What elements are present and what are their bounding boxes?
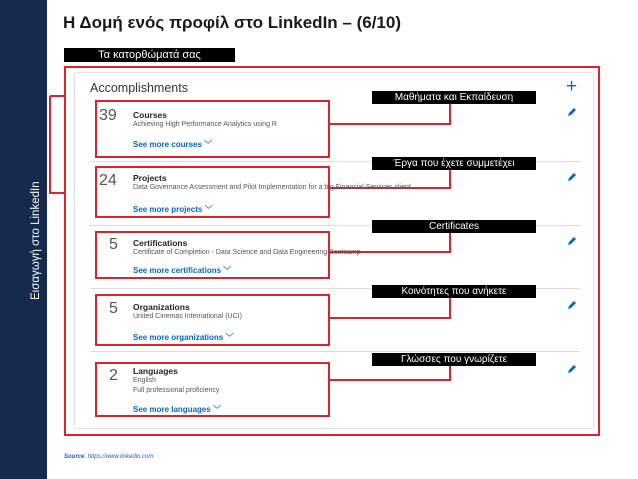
languages-title: Languages bbox=[133, 366, 178, 376]
chevron-down-icon: ﹀ bbox=[225, 333, 234, 342]
callout-languages: Γλώσσες που γνωρίζετε bbox=[372, 353, 536, 366]
organizations-detail: United Cinemas International (UCI) bbox=[133, 313, 242, 320]
see-more-courses-label: See more courses bbox=[133, 140, 202, 149]
callout-certificates: Certificates bbox=[372, 220, 536, 233]
pencil-icon[interactable] bbox=[567, 172, 577, 182]
languages-count: 2 bbox=[109, 367, 118, 384]
source-link[interactable]: https://www.linkedin.com bbox=[87, 454, 154, 460]
see-more-languages-link[interactable] bbox=[133, 404, 221, 415]
callout-courses: Μαθήματα και Εκπαίδευση bbox=[372, 91, 536, 104]
accomplishments-heading: Accomplishments bbox=[90, 81, 188, 95]
see-more-languages-label: See more languages bbox=[133, 405, 211, 414]
chevron-down-icon: ﹀ bbox=[204, 205, 213, 214]
sidebar-vertical-title: Εισαγωγή στο LinkedIn bbox=[30, 181, 42, 300]
source-note: Source: https://www.linkedin.com bbox=[64, 454, 154, 460]
callout-projects: Έργα που έχετε συμμετέχει bbox=[372, 157, 536, 170]
certifications-title: Certifications bbox=[133, 238, 188, 248]
projects-detail: Data Governance Assessment and Pilot Implementation for a big Financial Services client bbox=[133, 184, 411, 191]
callout-organizations: Κοινότητες που ανήκετε bbox=[372, 285, 536, 298]
languages-proficiency: Full professional proficiency bbox=[133, 387, 220, 394]
chevron-down-icon: ﹀ bbox=[223, 266, 232, 275]
courses-count: 39 bbox=[99, 107, 117, 124]
slide-title: Η Δομή ενός προφίλ στο LinkedIn – (6/10) bbox=[63, 13, 401, 32]
languages-detail: English bbox=[133, 377, 156, 384]
pencil-icon[interactable] bbox=[567, 107, 577, 117]
see-more-certifications-label: See more certifications bbox=[133, 266, 222, 275]
pencil-icon[interactable] bbox=[567, 236, 577, 246]
plus-icon[interactable]: + bbox=[566, 76, 578, 97]
certifications-detail: Certificate of Completion - Data Science and Data Engineering Bootcamp bbox=[133, 249, 361, 256]
chevron-down-icon: ﹀ bbox=[204, 140, 213, 149]
see-more-courses-link[interactable] bbox=[133, 139, 212, 150]
see-more-certifications-link[interactable] bbox=[133, 265, 231, 276]
top-banner: Τα κατορθώματά σας bbox=[64, 48, 235, 62]
certifications-count: 5 bbox=[109, 236, 118, 253]
source-label: Source bbox=[64, 454, 85, 460]
pencil-icon[interactable] bbox=[567, 300, 577, 310]
pencil-icon[interactable] bbox=[567, 364, 577, 374]
courses-highlight bbox=[95, 100, 330, 158]
see-more-organizations-link[interactable] bbox=[133, 332, 233, 343]
organizations-title: Organizations bbox=[133, 302, 190, 312]
chevron-down-icon: ﹀ bbox=[213, 405, 222, 414]
courses-detail: Achieving High Performance Analytics using R bbox=[133, 121, 277, 128]
see-more-projects-link[interactable] bbox=[133, 204, 213, 215]
projects-title: Projects bbox=[133, 173, 167, 183]
organizations-count: 5 bbox=[109, 300, 118, 317]
courses-title: Courses bbox=[133, 110, 168, 120]
section-divider bbox=[90, 351, 580, 352]
see-more-projects-label: See more projects bbox=[133, 205, 203, 214]
see-more-organizations-label: See more organizations bbox=[133, 333, 224, 342]
projects-count: 24 bbox=[99, 172, 117, 189]
